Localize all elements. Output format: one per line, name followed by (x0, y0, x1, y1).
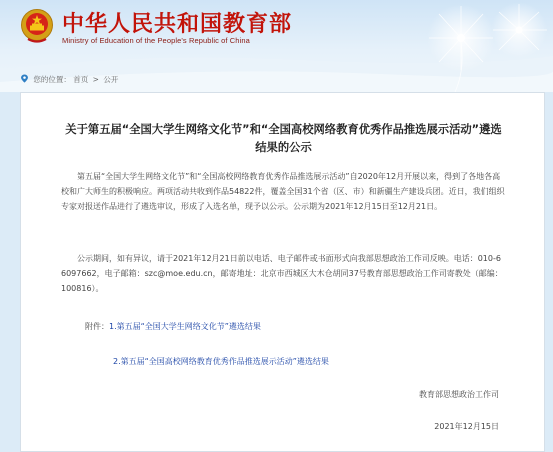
breadcrumb-separator: > (92, 75, 99, 84)
dandelion-decoration (343, 0, 553, 92)
breadcrumb-label: 您的位置： (33, 75, 71, 84)
national-emblem-icon[interactable] (20, 8, 54, 44)
article-date: 2021年12月15日 (434, 422, 499, 431)
article-paragraph-2: 公示期间，如有异议，请于2021年12月21日前以电话、电子邮件或书面形式向我部思想政治工作司反映。电话：010-66097662，电子邮箱：szc@moe.edu.cn，邮寄地址：北京市西城区大木仓胡同37号教育部思想政治工作司寄教处（邮编：100816）。 (61, 254, 503, 294)
article-signature: 教育部思想政治工作司 (419, 390, 499, 399)
attachments-label: 附件： (85, 322, 109, 331)
article-paragraph-1: 第五届“全国大学生网络文化节”和“全国高校网络教育优秀作品推选展示活动”自2020年12月开展以来，得到了各地各高校和广大师生的积极响应。两项活动共收到作品54822件，覆盖全国31个省（区、市）和新疆生产建设兵团。近日，我们组织专家对报送作品进行了遴选审议，形成了入选名单，现予以公示。公示期为2021年12月15日至12月21日。 (61, 172, 505, 212)
article-headline: 关于第五届“全国大学生网络文化节”和“全国高校网络教育优秀作品推选展示活动”遴选结果的公示 (65, 123, 502, 154)
location-pin-icon (20, 74, 29, 83)
attachment-row-1 (85, 321, 261, 332)
breadcrumb-home-link[interactable]: 首页 (73, 75, 89, 84)
attachment-link-2[interactable]: 2.第五届“全国高校网络教育优秀作品推选展示活动”遴选结果 (113, 357, 329, 366)
breadcrumb-current-link[interactable]: 公开 (103, 75, 119, 84)
article-panel (20, 92, 545, 452)
site-header (0, 0, 553, 92)
breadcrumb (20, 74, 118, 85)
site-title[interactable]: 中华人民共和国教育部 (62, 11, 293, 37)
attachment-row-2 (113, 356, 329, 367)
site-subtitle: Ministry of Education of the People's Republic of China (62, 36, 250, 45)
attachment-link-1[interactable]: 1.第五届“全国大学生网络文化节”遴选结果 (109, 322, 261, 331)
